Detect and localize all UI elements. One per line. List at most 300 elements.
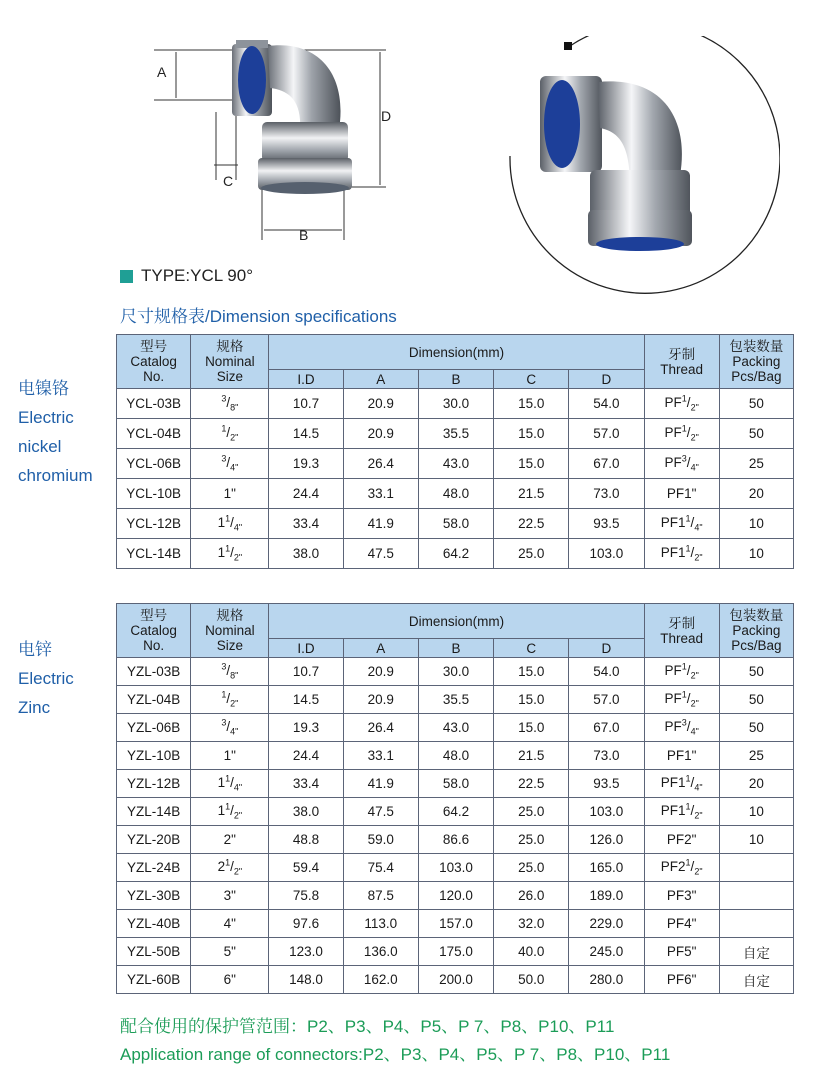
- cell-d: 54.0: [569, 389, 644, 419]
- table-header-row: [117, 335, 794, 370]
- cell-catalog: YCL-12B: [117, 509, 191, 539]
- cell-a: 20.9: [343, 658, 418, 686]
- fraction-denominator: 2": [694, 867, 703, 878]
- cell-c: 15.0: [494, 658, 569, 686]
- cell-nominal-size: [191, 449, 269, 479]
- fraction-numerator: 1: [685, 543, 691, 554]
- fraction-numerator: 1: [225, 513, 231, 524]
- cell-c: 22.5: [494, 509, 569, 539]
- cell-c: 25.0: [494, 798, 569, 826]
- cell-thread-value: $PF^1/_{2"}$: [664, 423, 699, 444]
- cell-thread: PF1": [644, 742, 719, 770]
- cell-d: 67.0: [569, 449, 644, 479]
- fraction-denominator: 4": [690, 463, 699, 474]
- fraction-numerator: 3: [221, 717, 227, 728]
- header-dimension: [269, 604, 644, 639]
- cell-thread: [644, 854, 719, 882]
- table-row: [117, 714, 794, 742]
- cell-d: 54.0: [569, 658, 644, 686]
- cell-nominal-size: 1": [191, 742, 269, 770]
- cell-catalog: YCL-10B: [117, 479, 191, 509]
- cell-b: 64.2: [418, 539, 493, 569]
- header-nominal-size-line: Size: [216, 369, 243, 384]
- cell-catalog: YCL-14B: [117, 539, 191, 569]
- cell-c: 50.0: [494, 966, 569, 994]
- header-catalog-line: No.: [143, 369, 165, 384]
- header-catalog-line: No.: [143, 638, 165, 653]
- header-catalog-line: Catalog: [130, 623, 177, 638]
- header-dim-d: D: [569, 370, 644, 389]
- table-row: [117, 938, 794, 966]
- header-dim-a: A: [343, 639, 418, 658]
- cell-a: 20.9: [343, 419, 418, 449]
- cell-nominal-size: [191, 419, 269, 449]
- cell-nominal-size: 2": [191, 826, 269, 854]
- cell-thread: [644, 798, 719, 826]
- cell-a: 162.0: [343, 966, 418, 994]
- header-nominal-size-line: Nominal: [205, 623, 255, 638]
- table-row: [117, 798, 794, 826]
- fraction-denominator: 2": [230, 699, 239, 710]
- cell-b: 157.0: [418, 910, 493, 938]
- fraction-denominator: 2": [230, 433, 239, 444]
- header-thread-line: 牙制: [668, 346, 696, 362]
- cell-id: 48.8: [269, 826, 343, 854]
- header-dim-c: C: [494, 370, 569, 389]
- group-label-line: Electric: [18, 408, 74, 427]
- header-dim-b: B: [418, 370, 493, 389]
- header-nominal-size: [191, 604, 269, 658]
- cell-nominal-size-value: $1^1/_{4"}$: [217, 513, 243, 534]
- fraction-numerator: 1: [685, 801, 691, 812]
- cell-id: 33.4: [269, 770, 343, 798]
- fraction-denominator: 4": [233, 783, 243, 794]
- cell-d: 57.0: [569, 419, 644, 449]
- cell-packing: [719, 854, 793, 882]
- cell-a: 20.9: [343, 389, 418, 419]
- header-packing: [719, 604, 793, 658]
- group-label-line: Zinc: [18, 698, 51, 717]
- cell-b: 175.0: [418, 938, 493, 966]
- group-label-line: nickel: [18, 437, 62, 456]
- cell-catalog: YZL-24B: [117, 854, 191, 882]
- cell-catalog: YZL-12B: [117, 770, 191, 798]
- table-row: [117, 826, 794, 854]
- cell-c: 15.0: [494, 449, 569, 479]
- cell-nominal-size-value: $1^1/_{2"}$: [217, 543, 243, 564]
- cell-a: 41.9: [343, 770, 418, 798]
- cell-nominal-size: 3": [191, 882, 269, 910]
- cell-d: 229.0: [569, 910, 644, 938]
- header-nominal-size-line: 规格: [216, 608, 244, 623]
- table-row: [117, 449, 794, 479]
- cell-catalog: YCL-04B: [117, 419, 191, 449]
- cell-packing: 50: [719, 419, 793, 449]
- header-catalog-line: 型号: [140, 608, 168, 623]
- fraction-numerator: 3: [221, 393, 227, 404]
- application-range-cn: 配合使用的保护管范围：P2、P3、P4、P5、P 7、P8、P10、P11: [120, 1017, 615, 1036]
- header-catalog: [117, 604, 191, 658]
- fraction-denominator: 4": [230, 727, 239, 738]
- cell-c: 32.0: [494, 910, 569, 938]
- cell-packing: 10: [719, 826, 793, 854]
- fraction-denominator: 2": [694, 811, 703, 822]
- table-row: [117, 509, 794, 539]
- table-row: [117, 910, 794, 938]
- cell-catalog: YZL-04B: [117, 686, 191, 714]
- fraction-denominator: 2": [690, 699, 699, 710]
- cell-thread: [644, 539, 719, 569]
- header-dim-id: I.D: [269, 639, 343, 658]
- fraction-denominator: 8": [230, 671, 239, 682]
- cell-id: 148.0: [269, 966, 343, 994]
- header-catalog: [117, 335, 191, 389]
- table-row: [117, 854, 794, 882]
- header-catalog-line: Catalog: [130, 354, 177, 369]
- cell-nominal-size: [191, 770, 269, 798]
- cell-thread: PF6": [644, 966, 719, 994]
- header-packing: [719, 335, 793, 389]
- cell-d: 103.0: [569, 539, 644, 569]
- table-row: [117, 389, 794, 419]
- cell-a: 47.5: [343, 798, 418, 826]
- cell-nominal-size-value: $^1/_{2"}$: [221, 423, 239, 444]
- spec-table-nickel: [116, 334, 794, 569]
- cell-thread: [644, 389, 719, 419]
- spec-title: 尺寸规格表/Dimension specifications: [120, 307, 397, 326]
- table-row: [117, 882, 794, 910]
- cell-a: 33.1: [343, 742, 418, 770]
- fraction-denominator: 4": [694, 783, 703, 794]
- cell-thread: [644, 686, 719, 714]
- cell-d: 67.0: [569, 714, 644, 742]
- header-packing-line: 包装数量: [729, 608, 784, 623]
- cell-d: 280.0: [569, 966, 644, 994]
- cell-nominal-size: 6": [191, 966, 269, 994]
- cell-nominal-size: [191, 389, 269, 419]
- fraction-numerator: 1: [685, 773, 691, 784]
- fraction-numerator: 1: [685, 857, 691, 868]
- header-dim-b: B: [418, 639, 493, 658]
- cell-thread: PF4": [644, 910, 719, 938]
- cell-nominal-size-value: $2^1/_{2"}$: [217, 857, 243, 878]
- cell-id: 38.0: [269, 798, 343, 826]
- cell-d: 165.0: [569, 854, 644, 882]
- cell-id: 10.7: [269, 658, 343, 686]
- header-thread-line: Thread: [660, 630, 704, 646]
- cell-catalog: YZL-20B: [117, 826, 191, 854]
- cell-thread: PF1": [644, 479, 719, 509]
- cell-a: 20.9: [343, 686, 418, 714]
- fraction-denominator: 4": [230, 463, 239, 474]
- cell-a: 47.5: [343, 539, 418, 569]
- cell-b: 200.0: [418, 966, 493, 994]
- cell-c: 15.0: [494, 419, 569, 449]
- header-dim-a: A: [343, 370, 418, 389]
- cell-b: 43.0: [418, 714, 493, 742]
- dim-label-d: D: [381, 108, 392, 124]
- cell-a: 75.4: [343, 854, 418, 882]
- fraction-numerator: 3: [681, 717, 687, 728]
- dim-label-a: A: [157, 64, 167, 80]
- cell-packing: 10: [719, 509, 793, 539]
- header-thread-line: 牙制: [668, 615, 696, 631]
- cell-c: 22.5: [494, 770, 569, 798]
- cell-d: 126.0: [569, 826, 644, 854]
- fraction-numerator: 1: [225, 773, 231, 784]
- fraction-numerator: 1: [225, 543, 231, 554]
- header-nominal-size-line: Nominal: [205, 354, 255, 369]
- fraction-numerator: 1: [681, 393, 687, 404]
- header-thread: [644, 604, 719, 658]
- cell-a: 26.4: [343, 449, 418, 479]
- cell-b: 35.5: [418, 419, 493, 449]
- cell-thread-value: $PF1^1/_{2"}$: [660, 543, 703, 564]
- header-packing-line: Pcs/Bag: [731, 369, 782, 384]
- table-row: [117, 742, 794, 770]
- cell-b: 35.5: [418, 686, 493, 714]
- cell-nominal-size-value: $1^1/_{2"}$: [217, 801, 243, 822]
- type-square-marker: [120, 270, 133, 283]
- fraction-denominator: 2": [233, 867, 243, 878]
- cell-packing: 20: [719, 479, 793, 509]
- cell-c: 21.5: [494, 479, 569, 509]
- cell-packing: 自定: [719, 938, 793, 966]
- cell-thread: PF2": [644, 826, 719, 854]
- spec-table-zinc: [116, 603, 794, 994]
- table-row: [117, 479, 794, 509]
- type-label: TYPE:YCL 90°: [141, 266, 253, 285]
- fraction-denominator: 8": [230, 403, 239, 414]
- cell-id: 24.4: [269, 479, 343, 509]
- cell-nominal-size-value: $^3/_{4"}$: [221, 453, 239, 474]
- cell-b: 64.2: [418, 798, 493, 826]
- cell-b: 30.0: [418, 389, 493, 419]
- cell-d: 103.0: [569, 798, 644, 826]
- cell-packing: 20: [719, 770, 793, 798]
- cell-packing: 自定: [719, 966, 793, 994]
- cell-c: 15.0: [494, 389, 569, 419]
- cell-c: 21.5: [494, 742, 569, 770]
- cell-a: 113.0: [343, 910, 418, 938]
- cell-thread: [644, 449, 719, 479]
- cell-id: 10.7: [269, 389, 343, 419]
- cell-nominal-size-value: $^3/_{8"}$: [221, 393, 239, 414]
- header-dim-id: I.D: [269, 370, 343, 389]
- header-thread-line: Thread: [660, 361, 704, 377]
- cell-b: 48.0: [418, 479, 493, 509]
- cell-a: 87.5: [343, 882, 418, 910]
- cell-packing: [719, 910, 793, 938]
- cell-catalog: YZL-40B: [117, 910, 191, 938]
- header-dim-d: D: [569, 639, 644, 658]
- cell-b: 43.0: [418, 449, 493, 479]
- fraction-numerator: 1: [681, 423, 687, 434]
- fraction-numerator: 1: [221, 689, 227, 700]
- cell-packing: 25: [719, 742, 793, 770]
- cell-nominal-size: [191, 509, 269, 539]
- group-label-line: 电镍铬: [18, 379, 69, 398]
- table-row: [117, 539, 794, 569]
- fraction-denominator: 2": [694, 553, 703, 564]
- cell-catalog: YZL-06B: [117, 714, 191, 742]
- cell-thread-value: $PF^3/_{4"}$: [664, 453, 699, 474]
- cell-c: 26.0: [494, 882, 569, 910]
- cell-nominal-size: [191, 854, 269, 882]
- fraction-numerator: 1: [681, 661, 687, 672]
- cell-thread-value: $PF^1/_{2"}$: [664, 689, 699, 710]
- cell-c: 15.0: [494, 686, 569, 714]
- cell-b: 103.0: [418, 854, 493, 882]
- fitting-dimension-drawing: [140, 30, 400, 252]
- fraction-denominator: 4": [233, 523, 243, 534]
- cell-id: 19.3: [269, 714, 343, 742]
- cell-thread: PF3": [644, 882, 719, 910]
- fraction-denominator: 4": [694, 523, 703, 534]
- cell-nominal-size-value: $1^1/_{4"}$: [217, 773, 243, 794]
- table-row: [117, 658, 794, 686]
- cell-d: 93.5: [569, 509, 644, 539]
- cell-thread-value: $PF1^1/_{2"}$: [660, 801, 703, 822]
- cell-b: 58.0: [418, 770, 493, 798]
- fraction-denominator: 2": [233, 553, 243, 564]
- cell-thread: [644, 658, 719, 686]
- fraction-numerator: 3: [221, 661, 227, 672]
- header-packing-line: Packing: [732, 623, 781, 638]
- cell-a: 136.0: [343, 938, 418, 966]
- fraction-numerator: 1: [681, 689, 687, 700]
- cell-catalog: YZL-03B: [117, 658, 191, 686]
- fraction-numerator: 1: [225, 801, 231, 812]
- cell-id: 59.4: [269, 854, 343, 882]
- table-header-row: [117, 604, 794, 639]
- table-row: [117, 419, 794, 449]
- header-nominal-size-line: 规格: [216, 339, 244, 354]
- cell-nominal-size: [191, 539, 269, 569]
- cell-packing: 10: [719, 539, 793, 569]
- cell-catalog: YZL-50B: [117, 938, 191, 966]
- cell-thread: [644, 509, 719, 539]
- cell-id: 33.4: [269, 509, 343, 539]
- fraction-denominator: 4": [690, 727, 699, 738]
- cell-id: 14.5: [269, 686, 343, 714]
- cell-packing: 25: [719, 449, 793, 479]
- cell-nominal-size: [191, 714, 269, 742]
- cell-id: 38.0: [269, 539, 343, 569]
- dim-label-c: C: [223, 173, 234, 189]
- cell-c: 40.0: [494, 938, 569, 966]
- cell-b: 48.0: [418, 742, 493, 770]
- cell-catalog: YZL-10B: [117, 742, 191, 770]
- cell-thread-value: $PF1^1/_{4"}$: [660, 773, 703, 794]
- cell-thread-value: $PF^1/_{2"}$: [664, 393, 699, 414]
- cell-c: 25.0: [494, 539, 569, 569]
- fraction-numerator: 1: [685, 513, 691, 524]
- group-label-line: 电锌: [18, 640, 52, 659]
- group-label-line: Electric: [18, 669, 74, 688]
- cell-thread: [644, 419, 719, 449]
- fraction-numerator: 3: [221, 453, 227, 464]
- cell-id: 19.3: [269, 449, 343, 479]
- cell-a: 26.4: [343, 714, 418, 742]
- group-label-zinc: [18, 635, 74, 722]
- cell-packing: 50: [719, 658, 793, 686]
- cell-id: 14.5: [269, 419, 343, 449]
- cell-catalog: YCL-03B: [117, 389, 191, 419]
- fraction-denominator: 2": [690, 433, 699, 444]
- header-nominal-size: [191, 335, 269, 389]
- cell-thread-value: $PF^1/_{2"}$: [664, 661, 699, 682]
- fraction-denominator: 2": [233, 811, 243, 822]
- cell-nominal-size: 5": [191, 938, 269, 966]
- header-dimension-line: Dimension(mm): [408, 344, 505, 360]
- dim-label-b: B: [299, 227, 309, 243]
- cell-thread-value: $PF^3/_{4"}$: [664, 717, 699, 738]
- cell-id: 24.4: [269, 742, 343, 770]
- table-row: [117, 770, 794, 798]
- cell-nominal-size-value: $^3/_{4"}$: [221, 717, 239, 738]
- cell-d: 57.0: [569, 686, 644, 714]
- table-row: [117, 966, 794, 994]
- header-catalog-line: 型号: [140, 339, 168, 354]
- cell-thread-value: $PF1^1/_{4"}$: [660, 513, 703, 534]
- cell-nominal-size-value: $^1/_{2"}$: [221, 689, 239, 710]
- header-thread: [644, 335, 719, 389]
- header-dim-c: C: [494, 639, 569, 658]
- header-packing-line: Pcs/Bag: [731, 638, 782, 653]
- cell-nominal-size: 1": [191, 479, 269, 509]
- cell-c: 25.0: [494, 854, 569, 882]
- cell-nominal-size: 4": [191, 910, 269, 938]
- cell-a: 59.0: [343, 826, 418, 854]
- group-label-line: chromium: [18, 466, 93, 485]
- cell-thread: [644, 770, 719, 798]
- cell-packing: [719, 882, 793, 910]
- header-packing-line: Packing: [732, 354, 781, 369]
- cell-thread-value: $PF2^1/_{2"}$: [660, 857, 703, 878]
- cell-id: 97.6: [269, 910, 343, 938]
- table-row: [117, 686, 794, 714]
- cell-catalog: YZL-30B: [117, 882, 191, 910]
- cell-c: 15.0: [494, 714, 569, 742]
- fraction-numerator: 1: [221, 423, 227, 434]
- cell-d: 189.0: [569, 882, 644, 910]
- cell-d: 73.0: [569, 479, 644, 509]
- cell-packing: 10: [719, 798, 793, 826]
- cell-d: 245.0: [569, 938, 644, 966]
- fraction-numerator: 1: [225, 857, 231, 868]
- cell-nominal-size-value: $^3/_{8"}$: [221, 661, 239, 682]
- cell-catalog: YCL-06B: [117, 449, 191, 479]
- cell-packing: 50: [719, 714, 793, 742]
- cell-d: 93.5: [569, 770, 644, 798]
- fraction-numerator: 3: [681, 453, 687, 464]
- cell-a: 41.9: [343, 509, 418, 539]
- cell-nominal-size: [191, 658, 269, 686]
- cell-nominal-size: [191, 798, 269, 826]
- cell-thread: PF5": [644, 938, 719, 966]
- cell-b: 30.0: [418, 658, 493, 686]
- cell-packing: 50: [719, 686, 793, 714]
- group-label-nickel: [18, 374, 93, 490]
- cell-catalog: YZL-14B: [117, 798, 191, 826]
- cell-b: 58.0: [418, 509, 493, 539]
- header-dimension-line: Dimension(mm): [408, 613, 505, 629]
- cell-b: 86.6: [418, 826, 493, 854]
- fitting-detail-photo: [490, 36, 780, 326]
- type-heading: [120, 266, 253, 286]
- cell-catalog: YZL-60B: [117, 966, 191, 994]
